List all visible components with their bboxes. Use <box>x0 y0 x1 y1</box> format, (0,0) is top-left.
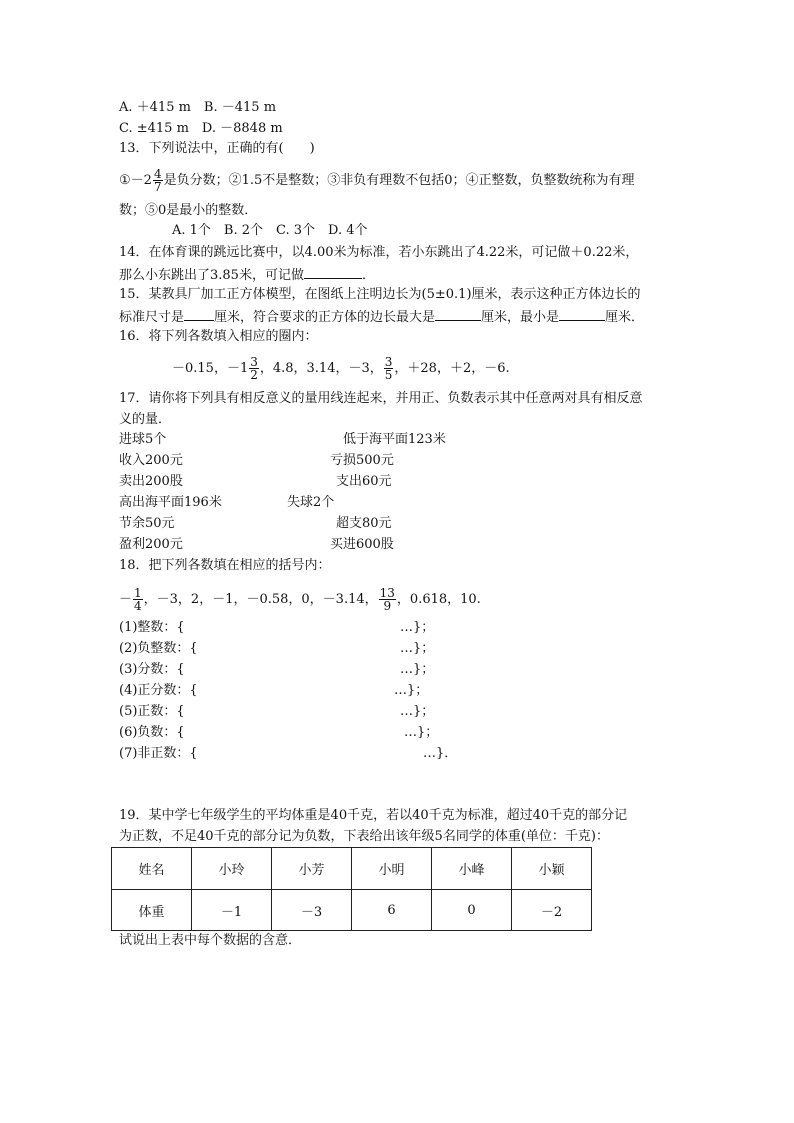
table-header-cell: 姓名 <box>112 848 192 890</box>
q18-item-end: …}； <box>404 725 439 740</box>
q16-fraction-1-denominator: 2 <box>250 368 258 382</box>
table-header-cell: 小颖 <box>512 848 592 890</box>
q17-line1: 17．请你将下列具有相反意义的量用线连起来，并用正、负数表示其中任意两对具有相反意 <box>119 391 643 406</box>
q18-numbers <box>119 587 481 612</box>
q16-fraction-2 <box>384 356 394 381</box>
table-header-cell: 小玲 <box>192 848 272 890</box>
table-cell: 体重 <box>112 890 192 931</box>
q17-left-item: 高出海平面196米 <box>119 495 222 510</box>
q12-options-line2: C. ±415 m D. －8848 m <box>119 121 283 136</box>
q13-fraction-denominator: 7 <box>153 180 162 194</box>
q18-fraction-1-denominator: 4 <box>134 599 142 613</box>
q18-item-end: …}； <box>400 662 435 677</box>
q18-minus-sign: － <box>119 592 133 607</box>
q17-left-item: 节余50元 <box>119 516 175 531</box>
table-cell: －2 <box>512 890 592 931</box>
q15-text-d: 厘米． <box>605 310 645 325</box>
q16-fraction-2-numerator: 3 <box>384 355 393 369</box>
q12-options-line1: A. ＋415 m B. －415 m <box>119 100 277 115</box>
table-header-cell: 小明 <box>352 848 432 890</box>
q17-line2: 义的量． <box>119 412 172 427</box>
table-cell: －3 <box>272 890 352 931</box>
q16-stem: 16．将下列各数填入相应的圈内： <box>119 329 318 344</box>
q17-left-item: 进球5个 <box>119 432 167 447</box>
q15-text-a: 标准尺寸是 <box>119 310 185 325</box>
q18-fraction-2-denominator: 9 <box>383 599 392 613</box>
q14-line2-text: 那么小东跳出了3.85米，可记做 <box>119 268 304 283</box>
q18-item-end: …}； <box>400 704 435 719</box>
q13-s1-rest: 是负分数；②1.5不是整数；③非负有理数不包括0；④正整数，负整数统称为有理 <box>163 173 635 188</box>
q14-line2 <box>119 264 375 286</box>
q17-left-item: 盈利200元 <box>119 537 183 552</box>
table-cell: －1 <box>192 890 272 931</box>
q18-item-label: (4)正分数：{ <box>119 683 198 698</box>
q16-fraction-1 <box>249 356 259 381</box>
weight-table <box>111 847 592 931</box>
q16-text-c: ，＋28，＋2，－6. <box>394 361 510 376</box>
q13-options: A. 1个 B. 2个 C. 3个 D. 4个 <box>172 223 368 238</box>
q17-left-item: 收入200元 <box>119 453 183 468</box>
table-header-cell: 小芳 <box>272 848 352 890</box>
table-cell: 0 <box>432 890 512 931</box>
q13-statement-line2: 数；⑤0是最小的整数． <box>119 203 258 218</box>
q18-fraction-1 <box>133 587 143 612</box>
q17-right-item: 低于海平面123米 <box>343 432 446 447</box>
q17-right-item: 亏损500元 <box>330 453 394 468</box>
q18-item-end: …}； <box>400 641 435 656</box>
q18-fraction-2-numerator: 13 <box>379 586 395 600</box>
q17-right-item: 超支80元 <box>336 516 392 531</box>
q17-left-item: 卖出200股 <box>119 474 183 489</box>
table-header-row <box>112 848 592 890</box>
q14-line2-end: ． <box>361 268 375 283</box>
q19-line2: 为正数，不足40千克的部分记为负数，下表给出该年级5名同学的体重(单位：千克)： <box>119 829 609 844</box>
q18-item-label: (7)非正数：{ <box>119 746 198 761</box>
q16-fraction-1-numerator: 3 <box>250 355 258 369</box>
q17-right-item: 失球2个 <box>287 495 335 510</box>
q17-right-item: 支出60元 <box>336 474 392 489</box>
q15-text-b: 厘米，符合要求的正方体的边长最大是 <box>214 310 436 325</box>
q18-item-label: (6)负数：{ <box>119 725 185 740</box>
q18-fraction-2 <box>379 587 396 612</box>
table-row <box>112 890 592 931</box>
q13-fraction <box>153 168 163 193</box>
table-header-cell: 小峰 <box>432 848 512 890</box>
q13-stem: 13．下列说法中，正确的有( ) <box>119 141 315 156</box>
q19-after: 试说出上表中每个数据的含意． <box>119 933 302 948</box>
q18-text-a: ，－3，2，－1，－0.58，0，－3.14， <box>143 592 378 607</box>
q15-blank-min <box>559 306 605 321</box>
q18-text-b: ，0.618，10. <box>396 592 481 607</box>
q16-fraction-2-denominator: 5 <box>384 368 393 382</box>
q16-text-b: ，4.8，3.14，－3， <box>259 361 383 376</box>
q19-line1: 19．某中学七年级学生的平均体重是40千克，若以40千克为标准，超过40千克的部分记 <box>119 808 628 823</box>
q18-item-label: (1)整数：{ <box>119 620 185 635</box>
q16-text-a: －0.15，－1 <box>172 361 249 376</box>
q15-line1: 15．某教具厂加工正方体模型，在图纸上注明边长为(5±0.1)厘米，表示这种正方体边长的 <box>119 287 641 302</box>
q15-text-c: 厘米，最小是 <box>481 310 560 325</box>
q18-item-label: (5)正数：{ <box>119 704 185 719</box>
table-cell: 6 <box>352 890 432 931</box>
q17-right-item: 买进600股 <box>330 537 394 552</box>
q18-fraction-1-numerator: 1 <box>134 586 142 600</box>
q18-stem: 18．把下列各数填在相应的括号内： <box>119 558 331 573</box>
q16-numbers <box>172 356 510 381</box>
q14-answer-blank <box>304 264 362 279</box>
q18-item-label: (3)分数：{ <box>119 662 185 677</box>
q15-blank-standard <box>184 306 214 321</box>
q13-fraction-numerator: 4 <box>153 167 162 181</box>
q18-item-end: …}． <box>423 746 458 761</box>
q18-item-end: …}； <box>400 620 435 635</box>
q13-statement-line1 <box>119 168 635 193</box>
q18-item-label: (2)负整数：{ <box>119 641 198 656</box>
q18-item-end: …}； <box>394 683 429 698</box>
q13-s1-prefix: ①－2 <box>119 173 152 188</box>
q15-blank-max <box>435 306 481 321</box>
q15-line2 <box>119 306 644 328</box>
q14-line1: 14．在体育课的跳远比赛中，以4.00米为标准，若小东跳出了4.22米，可记做＋0.22米， <box>119 245 639 260</box>
